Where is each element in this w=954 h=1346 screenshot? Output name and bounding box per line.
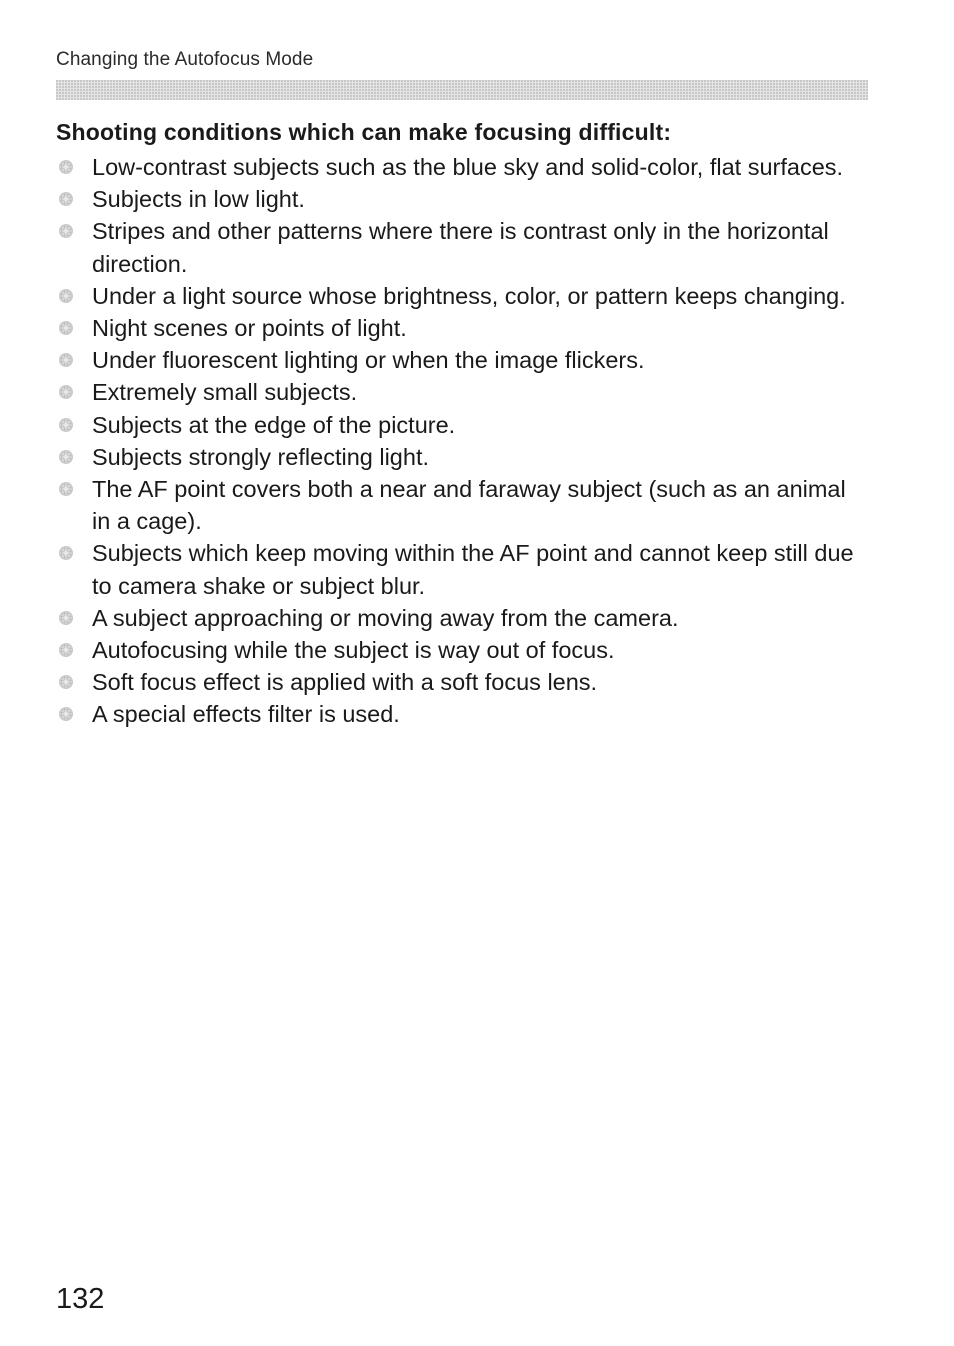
list-item-text: Autofocusing while the subject is way out of focus. xyxy=(92,637,615,664)
list-item-text: Night scenes or points of light. xyxy=(92,315,407,342)
bullet-circle-icon xyxy=(59,482,73,496)
list-item xyxy=(56,376,856,408)
bullet-circle-icon xyxy=(59,160,73,174)
list-item-text: Subjects strongly reflecting light. xyxy=(92,443,429,470)
bullet-circle-icon xyxy=(59,224,73,238)
bullet-circle-icon xyxy=(59,450,73,464)
bullet-circle-icon xyxy=(59,611,73,625)
bullet-circle-icon xyxy=(59,546,73,560)
list-item xyxy=(56,698,856,730)
bullet-circle-icon xyxy=(59,643,73,657)
list-item-text: Extremely small subjects. xyxy=(92,379,358,406)
header-divider-bar xyxy=(56,80,868,100)
list-item xyxy=(56,344,856,376)
bullet-circle-icon xyxy=(59,289,73,303)
list-item-text: Under a light source whose brightness, color, or pattern keeps changing. xyxy=(92,282,846,309)
list-item-text: Subjects which keep moving within the AF point and cannot keep still due to camera shake or subject blur. xyxy=(92,540,854,599)
section-header: Changing the Autofocus Mode xyxy=(56,49,314,70)
bullet-circle-icon xyxy=(59,353,73,367)
bullet-circle-icon xyxy=(59,385,73,399)
list-item-text: Under fluorescent lighting or when the image flickers. xyxy=(92,347,645,374)
bullet-circle-icon xyxy=(59,192,73,206)
conditions-heading: Shooting conditions which can make focusing difficult: xyxy=(56,119,672,145)
list-item xyxy=(56,666,856,698)
list-item-text: Low-contrast subjects such as the blue sky and solid-color, flat surfaces. xyxy=(92,154,844,180)
list-item xyxy=(56,409,856,441)
list-item xyxy=(56,602,856,634)
list-item xyxy=(56,473,856,537)
bullet-circle-icon xyxy=(59,675,73,689)
bullet-circle-icon xyxy=(59,707,73,721)
list-item-text: Subjects at the edge of the picture. xyxy=(92,411,456,438)
bullet-circle-icon xyxy=(59,418,73,432)
list-item xyxy=(56,183,856,215)
list-item xyxy=(56,151,856,183)
conditions-list xyxy=(56,151,856,731)
list-item xyxy=(56,537,856,601)
list-item xyxy=(56,215,856,279)
page-number: 132 xyxy=(56,1283,105,1315)
list-item xyxy=(56,441,856,473)
list-item-text: Subjects in low light. xyxy=(92,186,305,213)
list-item-text: Stripes and other patterns where there is contrast only in the horizontal direction. xyxy=(92,218,829,277)
bullet-circle-icon xyxy=(59,321,73,335)
list-item xyxy=(56,312,856,344)
list-item xyxy=(56,280,856,312)
list-item-text: A subject approaching or moving away from the camera. xyxy=(92,604,679,631)
list-item-text: Soft focus effect is applied with a soft focus lens. xyxy=(92,669,598,696)
list-item xyxy=(56,634,856,666)
list-item-text: A special effects filter is used. xyxy=(92,701,400,728)
list-item-text: The AF point covers both a near and faraway subject (such as an animal in a cage). xyxy=(92,476,846,535)
